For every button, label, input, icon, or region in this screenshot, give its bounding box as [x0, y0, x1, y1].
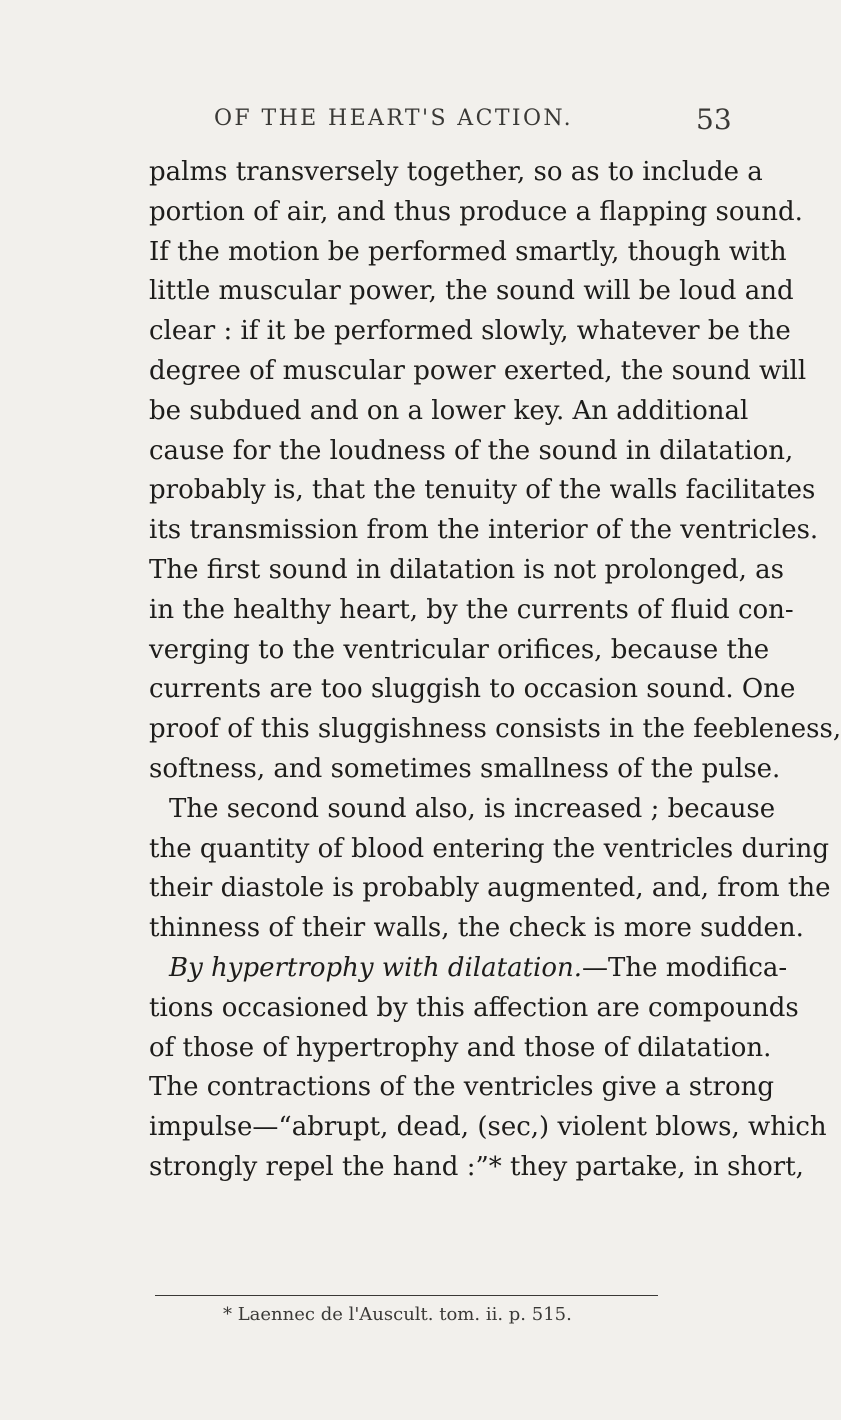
text-line: impulse—“abrupt, dead, (sec,) violent blows, which: [149, 1112, 827, 1143]
text-line: The second sound also, is increased ; because: [169, 793, 776, 824]
text-line: the quantity of blood entering the ventricles during: [149, 833, 829, 864]
text-line: currents are too sluggish to occasion sound. One: [149, 674, 796, 705]
text-line: be subdued and on a lower key. An additional: [149, 395, 749, 426]
text-line: probably is, that the tenuity of the walls facilitates: [149, 475, 816, 506]
running-head: [0, 103, 801, 146]
text-line: little muscular power, the sound will be loud and: [149, 276, 794, 307]
text-line: The contractions of the ventricles give a strong: [149, 1072, 775, 1103]
text-line: tions occasioned by this affection are compounds: [149, 992, 799, 1023]
body-text: [149, 153, 841, 1188]
text-line: proof of this sluggishness consists in the feebleness,: [149, 714, 841, 745]
footnote: * Laennec de l'Auscult. tom. ii. p. 515.: [223, 1304, 572, 1325]
text-line: portion of air, and thus produce a flapping sound.: [149, 196, 803, 227]
text-line: cause for the loudness of the sound in dilatation,: [149, 435, 794, 466]
text-line: thinness of their walls, the check is more sudden.: [149, 913, 804, 944]
text-line: clear : if it be performed slowly, whatever be the: [149, 316, 791, 347]
text-line: verging to the ventricular orifices, because the: [149, 634, 770, 665]
text-line: in the healthy heart, by the currents of fluid con-: [149, 594, 794, 625]
footnote-rule: [155, 1295, 658, 1296]
page-number: 53: [696, 103, 732, 136]
section-heading-continuation: —The modifica-: [582, 952, 788, 983]
text-line: softness, and sometimes smallness of the pulse.: [149, 753, 781, 784]
text-line: The first sound in dilatation is not prolonged, as: [149, 554, 784, 585]
text-line: of those of hypertrophy and those of dilatation.: [149, 1032, 772, 1063]
text-line: strongly repel the hand :”* they partake, in short,: [149, 1151, 804, 1182]
section-heading: By hypertrophy with dilatation.: [169, 952, 583, 983]
text-line: If the motion be performed smartly, though with: [149, 236, 787, 267]
text-line: degree of muscular power exerted, the sound will: [149, 355, 807, 386]
running-title: OF THE HEART'S ACTION.: [214, 106, 574, 131]
text-line: palms transversely together, so as to include a: [149, 157, 763, 187]
text-line-section: [149, 949, 788, 989]
text-line: its transmission from the interior of the ventricles.: [149, 515, 819, 546]
text-line: their diastole is probably augmented, and, from the: [149, 873, 831, 904]
